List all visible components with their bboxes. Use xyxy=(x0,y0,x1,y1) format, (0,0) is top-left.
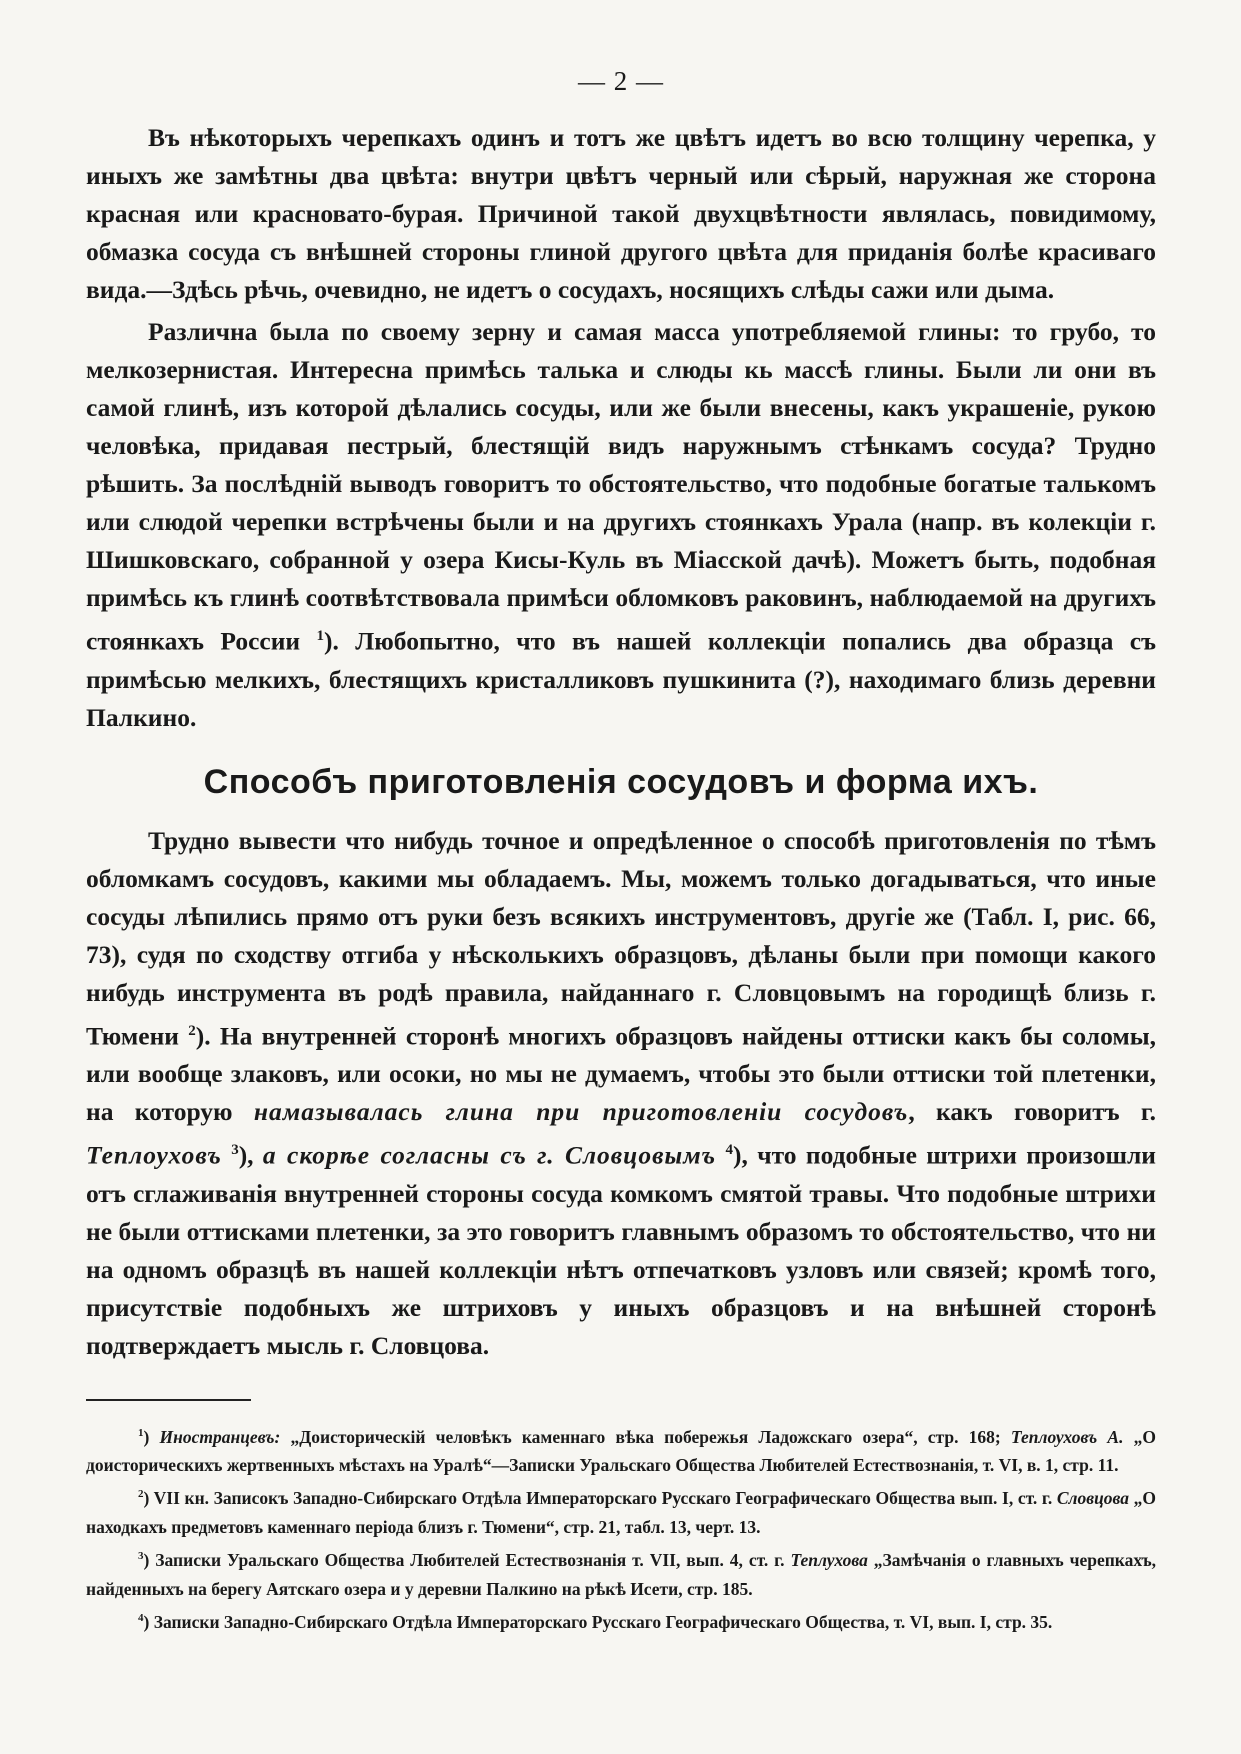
footnote-ref-1: 1 xyxy=(316,628,325,644)
paragraph-3-italic-g: а скорѣе согласны съ г. Словцовымъ xyxy=(262,1140,717,1170)
footnote-3-text-c: „Замѣчанія о главныхъ черепкахъ, найденныхъ на берегу Аятскаго озера и у деревни Палкино на рѣкѣ Исети, стр. 185. xyxy=(86,1549,1157,1599)
footnote-2-number: 2 xyxy=(138,1488,144,1501)
footnote-3-author: Теплухова xyxy=(790,1549,868,1570)
paragraph-1: Въ нѣкоторыхъ черепкахъ одинъ и тотъ же цвѣтъ идетъ во всю толщину черепка, у иныхъ же замѣтны два цвѣта: внутри цвѣтъ черный или сѣрый, наружная же сторона красная или красновато-бурая. Причиной такой двухцвѣтности являлась, повидимому, обмазка сосуда съ внѣшней стороны глиной другого цвѣта для приданія болѣе красиваго вида.—Здѣсь рѣчь, очевидно, не идетъ о сосудахъ, носящихъ слѣды сажи или дыма. xyxy=(86,123,1156,304)
page-number: — 2 — xyxy=(578,66,664,96)
footnote-1-text-d: „О доисторическихъ жертвенныхъ мѣстахъ на Уралѣ“—Записки Уральскаго Общества Любителей Естествознанія, т. VI, в. 1, стр. 11. xyxy=(86,1426,1157,1476)
footnote-1-text-b: „Доисторическій человѣкъ каменнаго вѣка побережья Ладожскаго озера“, стр. 168; xyxy=(290,1426,1001,1447)
footnote-4-text-a: Записки Западно-Сибирскаго Отдѣла Императорскаго Русскаго Географическаго Общества, т. VI, вып. I, стр. 35. xyxy=(153,1611,1053,1632)
paragraph-3-text-f: ), xyxy=(238,1140,254,1170)
paragraph-3 xyxy=(86,822,1156,1365)
footnote-2: $^2$) VII кн. Записокъ Западно-Сибирскаго Отдѣла Императорскаго Русскаго Географическаго Общества вып. I, ст. г. Словцова „О находкахъ предметовъ каменнаго періода близъ г. Тюмени“, стр. 21, табл. 13, черт. 13. xyxy=(86,1488,1156,1538)
footnote-ref-4: 4 xyxy=(725,1142,733,1158)
paragraph-2-text-b: ). Любопытно, что въ нашей коллекціи попались два образца съ примѣсью мелкихъ, блестящихъ кристалликовъ пушкинита (?), находимаго близь деревни Палкино. xyxy=(86,626,1156,732)
page xyxy=(86,66,1156,1637)
paragraph-3-italic-c: намазывалась глина при приготовленіи сосудовъ xyxy=(253,1097,909,1126)
footnote-3-text-a: Записки Уральскаго Общества Любителей Естествознанія т. VII, вып. 4, ст. г. xyxy=(155,1549,785,1570)
paragraph-3-italic-e: Теплоуховъ xyxy=(86,1140,222,1170)
paragraph-2-text-a: Различна была по своему зерну и самая масса употребляемой глины: то грубо, то мелкозернистая. Интересна примѣсь талька и слюды кь массѣ глины. Были ли они въ самой глинѣ, изъ которой дѣлались сосуды, или же были внесены, какъ украшеніе, рукою человѣка, придавая пестрый, блестящій видъ наружнымъ стѣнкамъ сосуда? Трудно рѣшить. За послѣдній выводъ говоритъ то обстоятельство, что подобные богатые талькомъ или слюдой черепки встрѣчены были и на другихъ стоянкахъ Урала (напр. въ колекціи г. Шишковскаго, собранной у озера Кисы-Куль въ Міасской дачѣ). Можетъ быть, подобная примѣсь къ глинѣ соотвѣтствовала примѣси обломковъ раковинъ, наблюдаемой на другихъ стоянкахъ России xyxy=(86,317,1156,656)
footnote-2-author: Словцова xyxy=(1056,1488,1129,1509)
paragraph-3-text-h: ), что подобные штрихи произошли отъ сглаживанія внутренней стороны сосуда комкомъ смятой травы. Что подобные штрихи не были оттисками плетенки, за это говоритъ главнымъ образомъ то обстоятельство, что ни на одномъ образцѣ въ нашей коллекціи нѣтъ отпечатковъ узловъ или связей; кромѣ того, присутствіе подобныхъ же штриховъ у иныхъ образцовъ и на внѣшней сторонѣ подтверждаетъ мысль г. Словцова. xyxy=(86,1140,1156,1360)
paragraph-3-text-b: ). На внутренней сторонѣ многихъ образцовъ найдены оттиски какъ бы соломы, или вообще злаковъ, или осоки, но мы не думаемъ, чтобы это были оттиски той плетенки, на которую xyxy=(86,1021,1156,1126)
footnote-1: $^1$) Иностранцевъ: „Доисторическій человѣкъ каменнаго вѣка побережья Ладожскаго озера“, стр. 168; Теплоуховъ А. „О доисторическихъ жертвенныхъ мѣстахъ на Уралѣ“—Записки Уральскаго Общества Любителей Естествознанія, т. VI, в. 1, стр. 11. xyxy=(86,1426,1157,1476)
footnote-divider xyxy=(86,1399,251,1401)
paragraph-3-text-a: Трудно вывести что нибудь точное и опредѣленное о способѣ приготовленія по тѣмъ обломкамъ сосудовъ, какими мы обладаемъ. Мы, можемъ только догадываться, что иные сосуды лѣпились прямо отъ руки безъ всякихъ инструментовъ, другіе же (Табл. I, рис. 66, 73), судя по сходству отгиба у нѣсколькихъ образцовъ, дѣланы были при помощи какого нибудь инструмента въ родѣ правила, найданнаго г. Словцовымъ на городищѣ близь г. Тюмени xyxy=(86,825,1156,1050)
footnote-ref-2: 2 xyxy=(188,1022,196,1039)
footnote-ref-3: 3 xyxy=(231,1142,239,1158)
paragraph-3-text-d: , какъ говоритъ г. xyxy=(908,1097,1156,1126)
footnote-3: $^3$) Записки Уральскаго Общества Любителей Естествознанія т. VII, вып. 4, ст. г. Теплухова „Замѣчанія о главныхъ черепкахъ, найденныхъ на берегу Аятскаго озера и у деревни Палкино на рѣкѣ Исети, стр. 185. xyxy=(86,1549,1157,1599)
footnote-3-number: 3 xyxy=(138,1550,144,1563)
footnote-4: $^4$) Записки Западно-Сибирскаго Отдѣла Императорскаго Русскаго Географическаго Общества, т. VI, вып. I, стр. 35. xyxy=(138,1611,1053,1632)
footnote-2-text-a: VII кн. Записокъ Западно-Сибирскаго Отдѣла Императорскаго Русскаго Географическаго Общества вып. I, ст. г. xyxy=(153,1488,1053,1509)
footnote-1-author-2: Теплоуховъ А. xyxy=(1010,1426,1124,1447)
footnote-1-author: Иностранцевъ: xyxy=(159,1426,281,1447)
footnote-1-number: 1 xyxy=(138,1426,144,1439)
footnote-4-number: 4 xyxy=(138,1611,144,1624)
footnote-2-text-c: „О находкахъ предметовъ каменнаго періода близъ г. Тюмени“, стр. 21, табл. 13, черт. 13. xyxy=(86,1488,1156,1538)
paragraph-2 xyxy=(86,313,1156,737)
section-heading: Способъ приготовленія сосудовъ и форма ихъ. xyxy=(203,762,1039,801)
